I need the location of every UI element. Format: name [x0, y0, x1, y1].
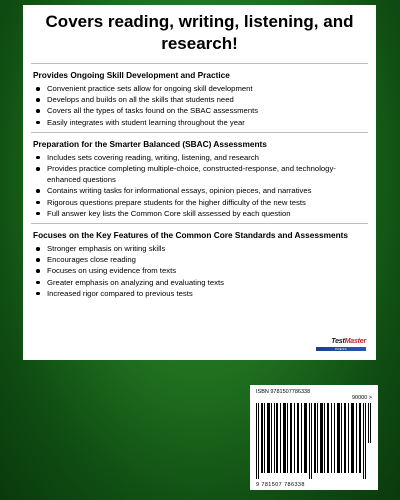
- logo-wordmark: [314, 338, 366, 346]
- isbn-barcode-box: [250, 385, 378, 490]
- section-title: Focuses on the Key Features of the Common Core Standards and Assessments: [33, 230, 349, 241]
- bullet-list: [33, 243, 366, 299]
- list-item: Full answer key lists the Common Core skill assessed by each question: [33, 208, 366, 219]
- list-item: Easily integrates with student learning throughout the year: [33, 117, 366, 128]
- list-item: Increased rigor compared to previous tests: [33, 288, 366, 299]
- back-cover-text-panel: [23, 5, 376, 360]
- list-item: Stronger emphasis on writing skills: [33, 243, 366, 254]
- list-item: Contains writing tasks for informational essays, opinion pieces, and narratives: [33, 185, 366, 196]
- logo-word-test: Test: [331, 338, 345, 345]
- list-item: Focuses on using evidence from texts: [33, 265, 366, 276]
- barcode-icon: [256, 403, 372, 479]
- list-item: Covers all the types of tasks found on the SBAC assessments: [33, 105, 366, 116]
- section-common-core: [33, 224, 366, 303]
- ean-digits: 9 781507 786338: [256, 482, 305, 488]
- section-skill-development: [33, 64, 366, 132]
- section-title: Preparation for the Smarter Balanced (SBAC) Assessments: [33, 138, 267, 149]
- list-item: Convenient practice sets allow for ongoing skill development: [33, 83, 366, 94]
- isbn-label: ISBN 9781507786338: [256, 389, 311, 395]
- list-item: Includes sets covering reading, writing, listening, and research: [33, 152, 366, 163]
- logo-subtitle: PRESS: [316, 347, 366, 351]
- testmaster-press-logo: [314, 338, 366, 352]
- bullet-list: [33, 152, 366, 219]
- list-item: Greater emphasis on analyzing and evaluating texts: [33, 277, 366, 288]
- price-code: 90000 >: [351, 395, 372, 401]
- bullet-list: [33, 83, 366, 128]
- section-title: Provides Ongoing Skill Development and Practice: [33, 70, 230, 80]
- list-item: Encourages close reading: [33, 254, 366, 265]
- section-sbac-preparation: [33, 133, 366, 223]
- list-item: Rigorous questions prepare students for the higher difficulty of the new tests: [33, 197, 366, 208]
- headline: Covers reading, writing, listening, and research!: [45, 12, 354, 53]
- list-item: Develops and builds on all the skills that students need: [33, 94, 366, 105]
- list-item: Provides practice completing multiple-choice, constructed-response, and technology-enhanced questions: [33, 163, 366, 185]
- logo-word-master: Master: [344, 338, 366, 345]
